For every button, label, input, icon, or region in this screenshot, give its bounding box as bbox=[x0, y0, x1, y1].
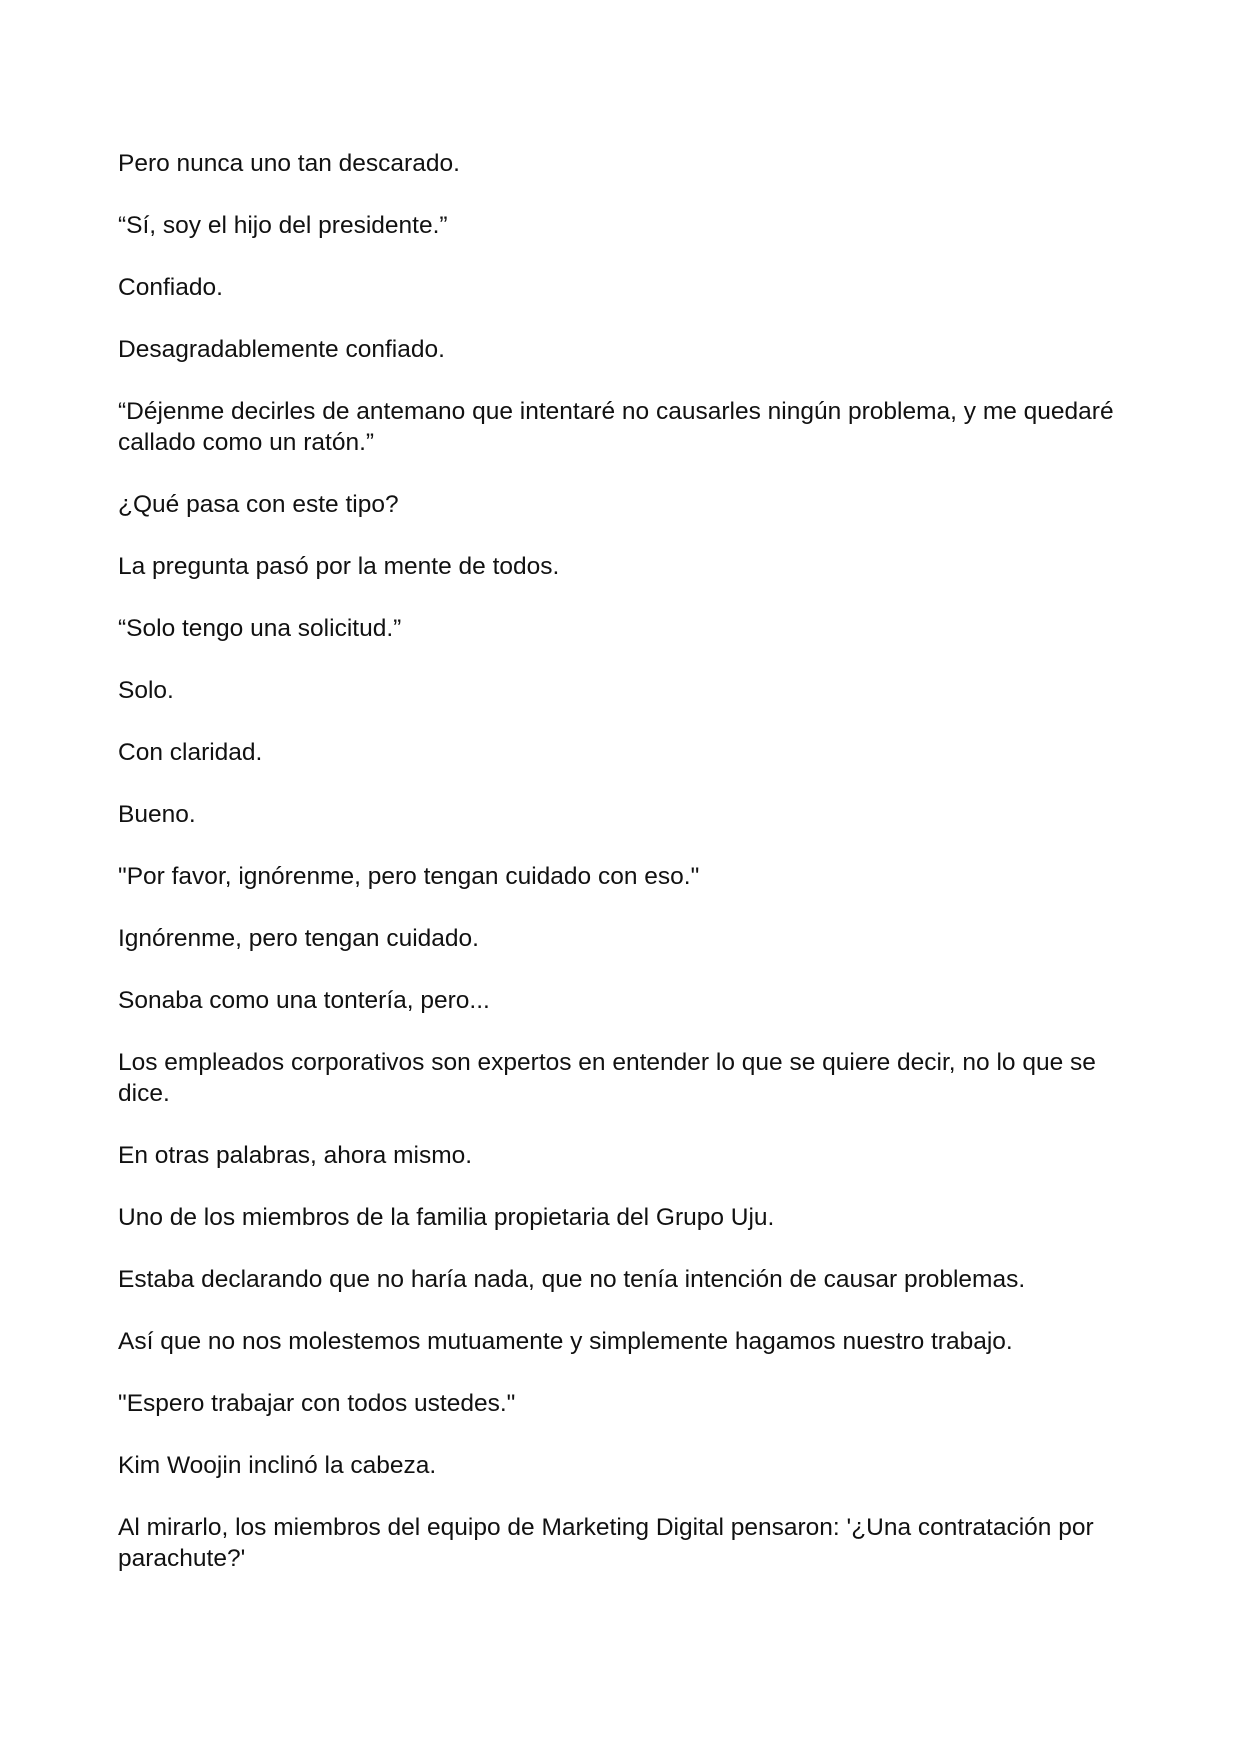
paragraph: Así que no nos molestemos mutuamente y simplemente hagamos nuestro trabajo. bbox=[118, 1328, 1013, 1355]
paragraph: Confiado. bbox=[118, 274, 223, 301]
paragraph: “Déjenme decirles de antemano que intentaré no causarles ningún problema, y me quedaré callado como un ratón.” bbox=[118, 398, 1114, 456]
document-body bbox=[118, 148, 1128, 1605]
paragraph: “Solo tengo una solicitud.” bbox=[118, 615, 402, 642]
paragraph: Solo. bbox=[118, 677, 174, 704]
paragraph: Los empleados corporativos son expertos en entender lo que se quiere decir, no lo que se dice. bbox=[118, 1049, 1096, 1107]
paragraph: Pero nunca uno tan descarado. bbox=[118, 150, 460, 177]
paragraph: "Por favor, ignórenme, pero tengan cuidado con eso." bbox=[118, 863, 700, 890]
paragraph: Kim Woojin inclinó la cabeza. bbox=[118, 1452, 437, 1479]
paragraph: Con claridad. bbox=[118, 739, 263, 766]
paragraph: Desagradablemente confiado. bbox=[118, 336, 445, 363]
paragraph: Uno de los miembros de la familia propietaria del Grupo Uju. bbox=[118, 1204, 775, 1231]
paragraph: En otras palabras, ahora mismo. bbox=[118, 1142, 473, 1169]
paragraph: Ignórenme, pero tengan cuidado. bbox=[118, 925, 479, 952]
paragraph: La pregunta pasó por la mente de todos. bbox=[118, 553, 560, 580]
paragraph: “Sí, soy el hijo del presidente.” bbox=[118, 212, 448, 239]
paragraph: Estaba declarando que no haría nada, que no tenía intención de causar problemas. bbox=[118, 1266, 1026, 1293]
paragraph: Al mirarlo, los miembros del equipo de Marketing Digital pensaron: '¿Una contratación por parachute?' bbox=[118, 1514, 1094, 1572]
paragraph: ¿Qué pasa con este tipo? bbox=[118, 491, 399, 518]
paragraph: Sonaba como una tontería, pero... bbox=[118, 987, 490, 1014]
paragraph: Bueno. bbox=[118, 801, 196, 828]
paragraph: "Espero trabajar con todos ustedes." bbox=[118, 1390, 516, 1417]
